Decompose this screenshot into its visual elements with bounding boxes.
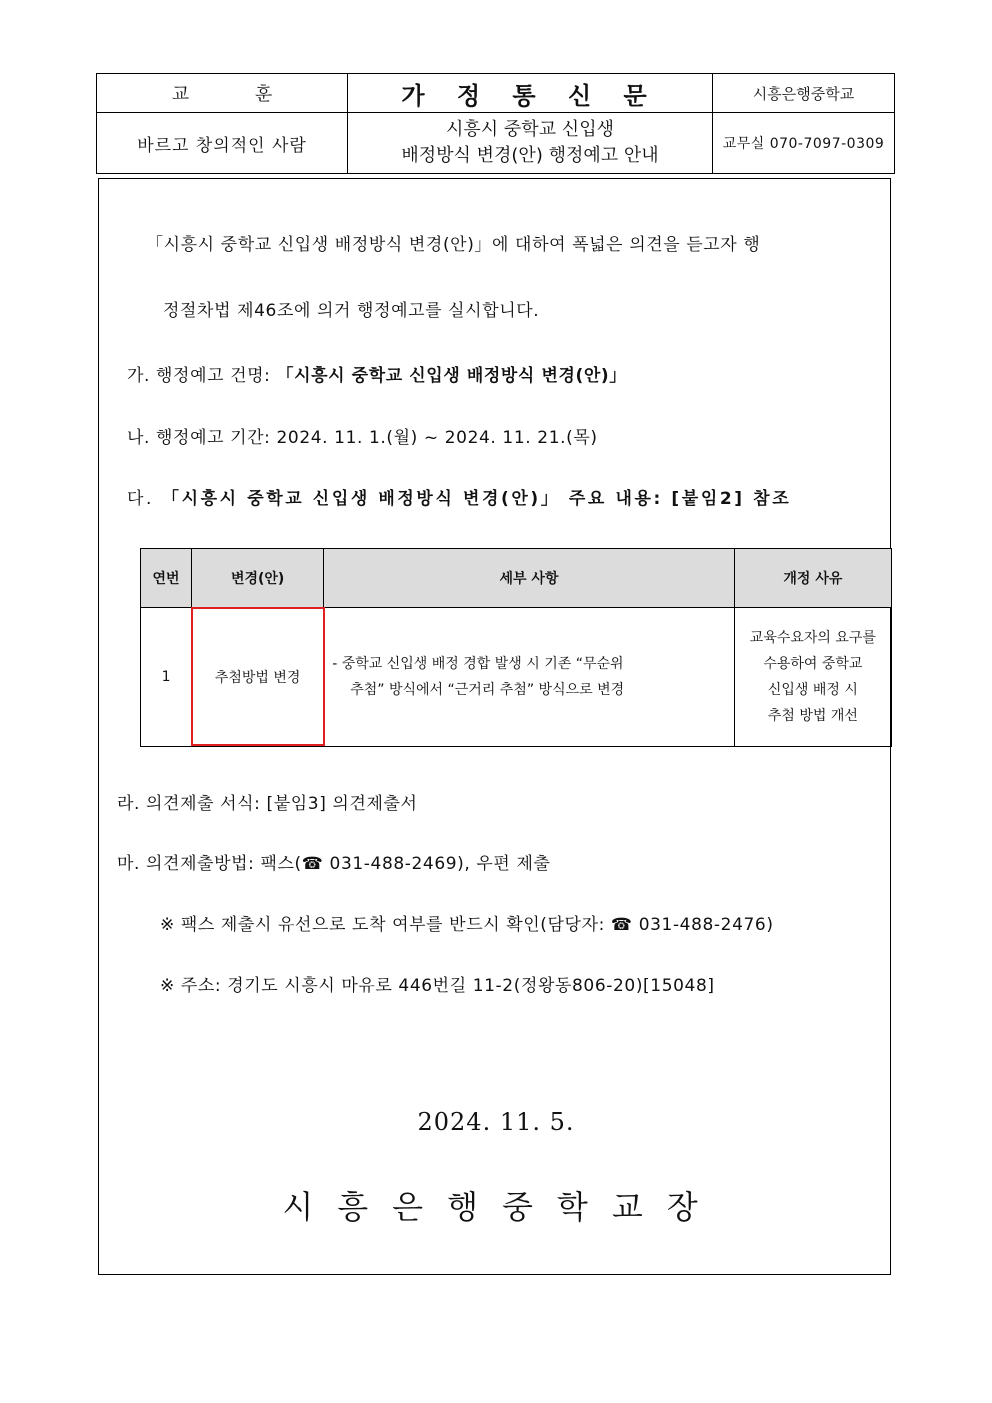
subject-line-2: 배정방식 변경(안) 행정예고 안내 [401, 145, 659, 166]
table-header-row [141, 549, 892, 608]
table-header: 세부 사항 [324, 549, 735, 608]
item-na: 나. 행정예고 기간: 2024. 11. 1.(월) ~ 2024. 11. 21.(목) [127, 428, 598, 448]
subject-line-1: 시흥시 중학교 신입생 [446, 119, 614, 140]
table-row [141, 608, 892, 747]
item-ga-value: 「시흥시 중학교 신입생 배정방식 변경(안)」 [276, 366, 627, 386]
row-detail [324, 608, 735, 747]
intro-line-2: 정절차법 제46조에 의거 행정예고를 실시합니다. [163, 301, 540, 321]
newsletter-title: 가 정 통 신 문 [348, 74, 713, 113]
item-da-value: 「시흥시 중학교 신입생 배정방식 변경(안)」 주요 내용: [붙임2] 참조 [162, 489, 792, 509]
row-detail-line-1: - 중학교 신입생 배정 경합 발생 시 기존 “무순위 [332, 656, 624, 672]
subject [348, 113, 713, 174]
principal-signature: 시흥은행중학교장 [282, 1188, 722, 1226]
issue-date: 2024. 11. 5. [417, 1108, 575, 1136]
row-reason: 교육수요자의 요구를 수용하여 중학교 신입생 배정 시 추첨 방법 개선 [734, 608, 891, 747]
motto: 바르고 창의적인 사람 [97, 113, 348, 174]
row-number: 1 [141, 608, 192, 747]
row-detail-line-2: 추첨” 방식에서 “근거리 추첨” 방식으로 변경 [350, 682, 625, 698]
table-header: 변경(안) [192, 549, 324, 608]
row-change: 추첨방법 변경 [192, 608, 324, 747]
motto-heading: 교 훈 [97, 74, 348, 113]
changes-table [140, 548, 892, 747]
note-address: ※ 주소: 경기도 시흥시 마유로 446번길 11-2(정왕동806-20)[15048] [160, 976, 715, 996]
item-da-label: 다. [127, 489, 163, 509]
school-name: 시흥은행중학교 [713, 74, 895, 113]
table-header: 연번 [141, 549, 192, 608]
item-da [127, 484, 791, 509]
item-ga-label: 가. 행정예고 건명: [127, 366, 277, 386]
note-fax: ※ 팩스 제출시 유선으로 도착 여부를 반드시 확인(담당자: ☎ 031-488-2476) [160, 915, 774, 935]
header-table [96, 73, 895, 174]
table-header: 개정 사유 [734, 549, 891, 608]
item-ma: 마. 의견제출방법: 팩스(☎ 031-488-2469), 우편 제출 [117, 854, 551, 874]
office-phone: 교무실 070-7097-0309 [713, 113, 895, 174]
item-ra: 라. 의견제출 서식: [붙임3] 의견제출서 [117, 794, 418, 814]
item-ga [127, 361, 627, 386]
intro-line-1: 「시흥시 중학교 신입생 배정방식 변경(안)」에 대하여 폭넓은 의견을 듣고자 행 [146, 235, 761, 255]
